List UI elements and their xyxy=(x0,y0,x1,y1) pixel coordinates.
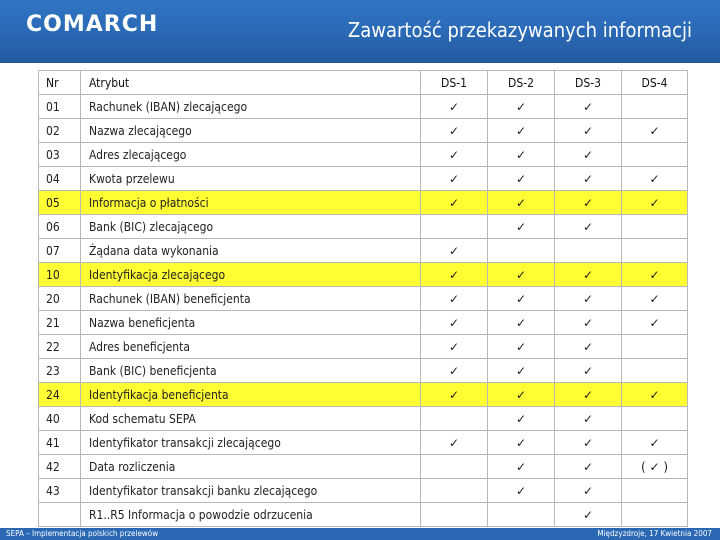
cell-ds2-check: ✓ xyxy=(488,143,555,167)
header-bar xyxy=(0,0,720,63)
cell-ds2-check: ✓ xyxy=(488,431,555,455)
table-row xyxy=(39,119,688,143)
cell-ds1-check: ✓ xyxy=(421,143,488,167)
column-header-ds1: DS-1 xyxy=(421,71,488,95)
cell-ds2-check: ✓ xyxy=(488,383,555,407)
footer-left-text: SEPA – Implementacja polskich przelewów xyxy=(6,529,159,538)
cell-ds1-check xyxy=(421,479,488,503)
cell-attr: Kod schematu SEPA xyxy=(81,407,421,431)
cell-ds1-check: ✓ xyxy=(421,191,488,215)
cell-ds3-check: ✓ xyxy=(555,95,622,119)
cell-ds2-check: ✓ xyxy=(488,119,555,143)
cell-ds3-check: ✓ xyxy=(555,383,622,407)
column-header-nr: Nr xyxy=(39,71,81,95)
cell-attr: Identyfikator transakcji banku zlecającego xyxy=(81,479,421,503)
cell-ds1-check: ✓ xyxy=(421,119,488,143)
cell-ds3-check: ✓ xyxy=(555,191,622,215)
table-row xyxy=(39,167,688,191)
table-row xyxy=(39,479,688,503)
cell-ds3-check: ✓ xyxy=(555,407,622,431)
cell-nr: 04 xyxy=(39,167,81,191)
cell-ds3-check: ✓ xyxy=(555,455,622,479)
table-row xyxy=(39,215,688,239)
cell-attr: Identyfikacja zlecającego xyxy=(81,263,421,287)
cell-ds4-check xyxy=(622,479,688,503)
cell-nr: 24 xyxy=(39,383,81,407)
cell-ds1-check: ✓ xyxy=(421,383,488,407)
table-row xyxy=(39,95,688,119)
cell-nr: 42 xyxy=(39,455,81,479)
footer-right-text: Międzyzdroje, 17 Kwietnia 2007 xyxy=(597,529,712,538)
footer-bar xyxy=(0,528,720,540)
cell-nr: 01 xyxy=(39,95,81,119)
table-row xyxy=(39,191,688,215)
cell-nr xyxy=(39,503,81,527)
cell-ds3-check: ✓ xyxy=(555,143,622,167)
table-row xyxy=(39,359,688,383)
column-header-attribute: Atrybut xyxy=(81,71,421,95)
cell-ds1-check: ✓ xyxy=(421,359,488,383)
cell-ds1-check: ✓ xyxy=(421,287,488,311)
column-header-ds4: DS-4 xyxy=(622,71,688,95)
cell-attr: Żądana data wykonania xyxy=(81,239,421,263)
cell-ds2-check: ✓ xyxy=(488,359,555,383)
table-header-row xyxy=(39,71,688,95)
table-row xyxy=(39,287,688,311)
cell-ds4-check xyxy=(622,407,688,431)
cell-ds2-check: ✓ xyxy=(488,335,555,359)
cell-ds3-check: ✓ xyxy=(555,359,622,383)
cell-attr: Adres zlecającego xyxy=(81,143,421,167)
table-row xyxy=(39,335,688,359)
cell-attr: Adres beneficjenta xyxy=(81,335,421,359)
cell-ds1-check: ✓ xyxy=(421,95,488,119)
cell-ds3-check xyxy=(555,239,622,263)
cell-nr: 05 xyxy=(39,191,81,215)
cell-nr: 07 xyxy=(39,239,81,263)
cell-ds4-check: ✓ xyxy=(622,287,688,311)
cell-attr: Bank (BIC) beneficjenta xyxy=(81,359,421,383)
cell-ds3-check: ✓ xyxy=(555,119,622,143)
cell-ds2-check: ✓ xyxy=(488,407,555,431)
cell-ds1-check: ✓ xyxy=(421,239,488,263)
cell-ds4-check: ✓ xyxy=(622,191,688,215)
cell-ds2-check: ✓ xyxy=(488,287,555,311)
table-row xyxy=(39,503,688,527)
cell-ds4-check: ( ✓ ) xyxy=(622,455,688,479)
table-row xyxy=(39,311,688,335)
cell-ds2-check xyxy=(488,503,555,527)
cell-nr: 03 xyxy=(39,143,81,167)
cell-ds1-check xyxy=(421,215,488,239)
cell-attr: Bank (BIC) zlecającego xyxy=(81,215,421,239)
cell-nr: 22 xyxy=(39,335,81,359)
cell-ds4-check: ✓ xyxy=(622,431,688,455)
cell-ds1-check: ✓ xyxy=(421,167,488,191)
cell-ds4-check xyxy=(622,335,688,359)
cell-ds4-check: ✓ xyxy=(622,311,688,335)
cell-nr: 02 xyxy=(39,119,81,143)
cell-ds3-check: ✓ xyxy=(555,503,622,527)
cell-ds4-check xyxy=(622,359,688,383)
cell-nr: 21 xyxy=(39,311,81,335)
cell-ds2-check: ✓ xyxy=(488,167,555,191)
cell-ds3-check: ✓ xyxy=(555,335,622,359)
attributes-table xyxy=(38,70,688,527)
cell-attr: Rachunek (IBAN) beneficjenta xyxy=(81,287,421,311)
cell-nr: 41 xyxy=(39,431,81,455)
cell-ds1-check: ✓ xyxy=(421,335,488,359)
cell-ds4-check: ✓ xyxy=(622,167,688,191)
cell-ds2-check xyxy=(488,239,555,263)
table-body xyxy=(39,95,688,527)
cell-ds1-check: ✓ xyxy=(421,263,488,287)
cell-ds4-check xyxy=(622,143,688,167)
cell-ds4-check xyxy=(622,95,688,119)
cell-attr: R1..R5 Informacja o powodzie odrzucenia xyxy=(81,503,421,527)
cell-ds1-check: ✓ xyxy=(421,431,488,455)
cell-nr: 06 xyxy=(39,215,81,239)
cell-ds2-check: ✓ xyxy=(488,263,555,287)
comarch-logo: COMARCH xyxy=(26,12,159,37)
cell-ds2-check: ✓ xyxy=(488,95,555,119)
cell-ds3-check: ✓ xyxy=(555,263,622,287)
cell-ds2-check: ✓ xyxy=(488,215,555,239)
cell-attr: Rachunek (IBAN) zlecającego xyxy=(81,95,421,119)
cell-nr: 23 xyxy=(39,359,81,383)
cell-ds2-check: ✓ xyxy=(488,455,555,479)
column-header-ds3: DS-3 xyxy=(555,71,622,95)
cell-ds3-check: ✓ xyxy=(555,287,622,311)
cell-attr: Data rozliczenia xyxy=(81,455,421,479)
page-title: Zawartość przekazywanych informacji xyxy=(347,18,692,42)
cell-ds3-check: ✓ xyxy=(555,311,622,335)
cell-ds4-check: ✓ xyxy=(622,119,688,143)
cell-attr: Kwota przelewu xyxy=(81,167,421,191)
cell-attr: Informacja o płatności xyxy=(81,191,421,215)
column-header-ds2: DS-2 xyxy=(488,71,555,95)
cell-ds4-check: ✓ xyxy=(622,383,688,407)
table-row xyxy=(39,431,688,455)
cell-ds1-check xyxy=(421,503,488,527)
cell-ds1-check: ✓ xyxy=(421,311,488,335)
cell-ds2-check: ✓ xyxy=(488,479,555,503)
cell-ds3-check: ✓ xyxy=(555,479,622,503)
table-row xyxy=(39,383,688,407)
cell-ds1-check xyxy=(421,455,488,479)
table-row xyxy=(39,239,688,263)
cell-nr: 20 xyxy=(39,287,81,311)
cell-ds3-check: ✓ xyxy=(555,215,622,239)
table-row xyxy=(39,263,688,287)
cell-ds2-check: ✓ xyxy=(488,191,555,215)
table-row xyxy=(39,407,688,431)
cell-ds4-check: ✓ xyxy=(622,263,688,287)
cell-ds4-check xyxy=(622,215,688,239)
cell-attr: Nazwa zlecającego xyxy=(81,119,421,143)
cell-attr: Identyfikator transakcji zlecającego xyxy=(81,431,421,455)
cell-ds3-check: ✓ xyxy=(555,431,622,455)
cell-ds1-check xyxy=(421,407,488,431)
cell-nr: 43 xyxy=(39,479,81,503)
cell-attr: Nazwa beneficjenta xyxy=(81,311,421,335)
table-row xyxy=(39,143,688,167)
cell-attr: Identyfikacja beneficjenta xyxy=(81,383,421,407)
cell-ds4-check xyxy=(622,503,688,527)
cell-ds2-check: ✓ xyxy=(488,311,555,335)
cell-ds3-check: ✓ xyxy=(555,167,622,191)
cell-ds4-check xyxy=(622,239,688,263)
table-row xyxy=(39,455,688,479)
cell-nr: 10 xyxy=(39,263,81,287)
cell-nr: 40 xyxy=(39,407,81,431)
